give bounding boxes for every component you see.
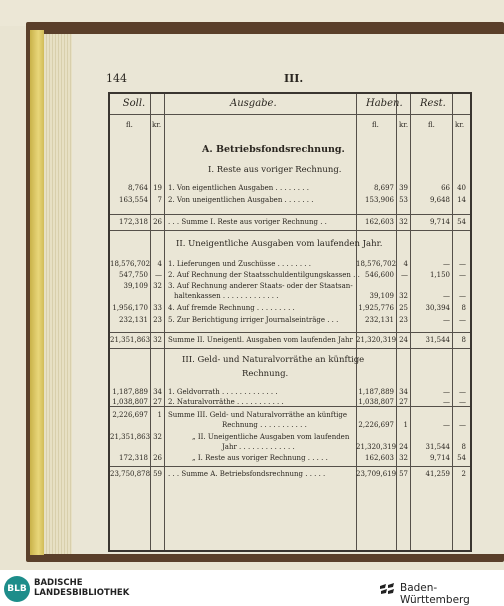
ledger-title: A. Betriebsfondsrechnung.: [202, 144, 345, 155]
chapter-number: III.: [284, 72, 304, 85]
page-edge-gilt: [30, 30, 44, 555]
section-heading: I. Reste aus voriger Rechnung.: [208, 165, 342, 175]
footer-bar: [0, 570, 504, 606]
section-heading: II. Uneigentliche Ausgaben vom laufenden Jahr.: [176, 239, 383, 249]
unit-fl: fl.: [126, 121, 133, 129]
ledger-table: Soll. Ausgabe. Haben. Rest. fl. kr. fl. kr. fl. kr. A. Betriebsfondsrechnung. I. Reste aus voriger Rechnung. 8,764 19 1. Von eigentlichen Ausgaben . . . . . . . . 8,697 39 66 40 163,554 7 2. Von uneigentlichen Ausgaben . . . . . . . 153,906 53 9,648 14 172,318 26 . . . Summe I. Reste aus voriger Rechnung . . 162,603 32 9,714 54 II. Uneigentliche Ausgaben vom laufenden Jahr. 18,576,702 4 1. Lieferungen und Zuschüsse . . . . . . . . 18,576,702 4 — — 547,750 — 2. Auf Rechnung der Staatsschuldentilgungskassen . . 546,600 — 1,150 — 39,109 32 3. Auf Rechnung anderer Staats- oder der Staatsan- haltenkassen . . . . . . . . . . . . . 39,109 32 — — 1,956,170 33 4. Auf fremde Rechnung . . . . . . . . . 1,925,776 25 30,394 8 232,131 23 5. Zur Berichtigung irriger Journalseinträge . . . 232,131 23 — — 21,351,863 32 Summe II. Uneigentl. Ausgaben vom laufenden Jahr 21,320,319 24 31,544 8 III. Geld- und Naturalvorräthe an künftige Rechnung. 1,187,889 34 1. Geldvorrath . . . . . . . . . . . . . 1,187,889 34 — — 1,038,807 27 2. Naturalvorräthe . . . . . . . . . . . 1,038,807 27 — — 2,226,697 1 Summe III. Geld- und Naturalvorräthe an künftige Rechnung . . . . . . . . . . . 2,226,697 1 — — 21,351,863 32 „ II. Uneigentliche Ausgaben vom laufenden Jahr . . . . . . . . . . . . . 21,320,319 24 31,544 8 172,318 26 „ I. Reste aus voriger Rechnung . . . . . 162,603 32 9,714 54 23,750,878 59 . . . Summe A. Betriebsfondsrechnung . . . . . 23,709,619 57 41,259 2: [108, 92, 472, 552]
unit-fl: fl.: [428, 121, 435, 129]
section-heading: III. Geld- und Naturalvorräthe an künftige: [182, 355, 365, 365]
bw-label[interactable]: Baden-Württemberg: [400, 582, 470, 606]
blb-name[interactable]: [34, 578, 129, 598]
col-soll: Soll.: [122, 98, 146, 109]
blb-logo-icon[interactable]: BLB: [4, 576, 30, 602]
blb-line2: LANDESBIBLIOTHEK: [34, 588, 130, 598]
col-haben: Haben.: [366, 98, 403, 109]
blb-line1: BADISCHE: [34, 578, 83, 588]
page-number: 144: [106, 72, 127, 85]
page-leaves: [44, 34, 74, 554]
unit-kr: kr.: [399, 121, 409, 129]
col-rest: Rest.: [420, 98, 446, 109]
section-heading: Rechnung.: [242, 369, 289, 379]
unit-kr: kr.: [152, 121, 162, 129]
lions-crest-icon[interactable]: [378, 580, 396, 598]
unit-kr: kr.: [455, 121, 465, 129]
col-ausgabe: Ausgabe.: [230, 98, 277, 109]
scanned-page: [72, 34, 504, 554]
unit-fl: fl.: [372, 121, 379, 129]
